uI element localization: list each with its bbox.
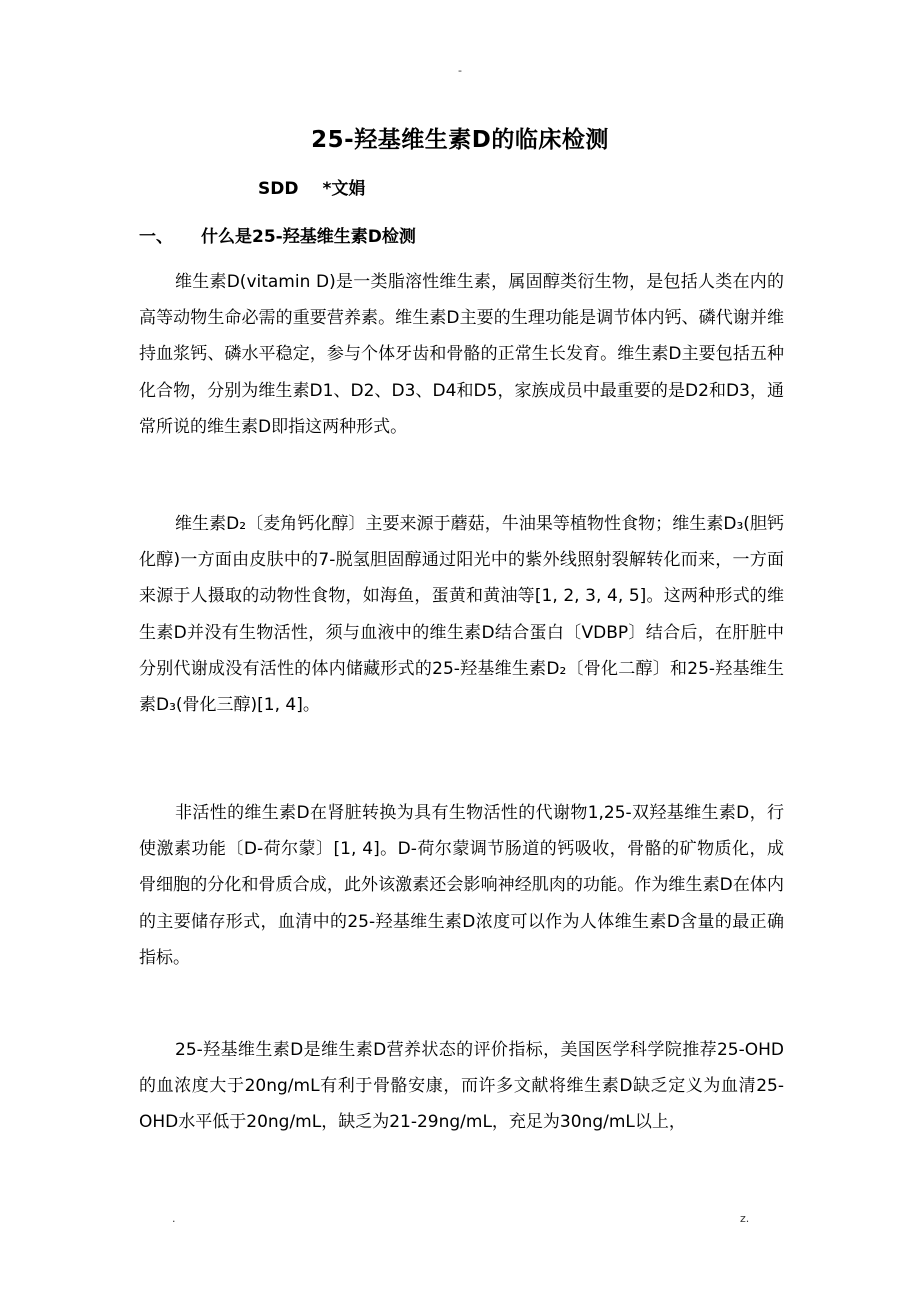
section-number: 一、 — [139, 227, 173, 247]
author-prefix: SDD — [258, 179, 299, 199]
author-line — [258, 174, 365, 199]
section-title: 什么是25-羟基维生素D检测 — [201, 227, 416, 247]
paragraph-block-2 — [139, 506, 784, 723]
paragraph-block-3 — [139, 795, 784, 976]
document-title: 25-羟基维生素D的临床检测 — [311, 127, 609, 153]
footer-right-mark: z. — [740, 1212, 750, 1225]
author-name: *文娟 — [322, 179, 366, 199]
paragraph-block-4 — [139, 1032, 784, 1141]
section-heading — [139, 222, 416, 247]
header-mark: - — [458, 64, 462, 77]
paragraph-block-1 — [139, 264, 784, 445]
paragraph: 25-羟基维生素D是维生素D营养状态的评价指标，美国医学科学院推荐25-OHD的血浓度大于20ng/mL有利于骨骼安康，而许多文献将维生素D缺乏定义为血清25-OHD水平低于20ng/mL，缺乏为21-29ng/mL，充足为30ng/mL以上， — [139, 1040, 784, 1133]
paragraph: 维生素D₂〔麦角钙化醇〕主要来源于蘑菇，牛油果等植物性食物；维生素D₃(胆钙化醇)一方面由皮肤中的7-脱氢胆固醇通过阳光中的紫外线照射裂解转化而来，一方面来源于人摄取的动物性食物，如海鱼，蛋黄和黄油等[1, 2, 3, 4, 5]。这两种形式的维生素D并没有生物活性，须与血液中的维生素D结合蛋白〔VDBP〕结合后，在肝脏中分别代谢成没有活性的体内储藏形式的25-羟基维生素D₂〔骨化二醇〕和25-羟基维生素D₃(骨化三醇)[1, 4]。 — [139, 514, 784, 716]
paragraph: 维生素D(vitamin D)是一类脂溶性维生素，属固醇类衍生物，是包括人类在内的高等动物生命必需的重要营养素。维生素D主要的生理功能是调节体内钙、磷代谢并维持血浆钙、磷水平稳定，参与个体牙齿和骨骼的正常生长发育。维生素D主要包括五种化合物，分别为维生素D1、D2、D3、D4和D5，家族成员中最重要的是D2和D3，通常所说的维生素D即指这两种形式。 — [139, 272, 784, 437]
footer-left-mark: . — [172, 1212, 176, 1225]
paragraph: 非活性的维生素D在肾脏转换为具有生物活性的代谢物1,25-双羟基维生素D，行使激素功能〔D-荷尔蒙〕[1, 4]。D-荷尔蒙调节肠道的钙吸收，骨骼的矿物质化，成骨细胞的分化和骨质合成，此外该激素还会影响神经肌肉的功能。作为维生素D在体内的主要储存形式，血清中的25-羟基维生素D浓度可以作为人体维生素D含量的最正确指标。 — [139, 803, 784, 968]
